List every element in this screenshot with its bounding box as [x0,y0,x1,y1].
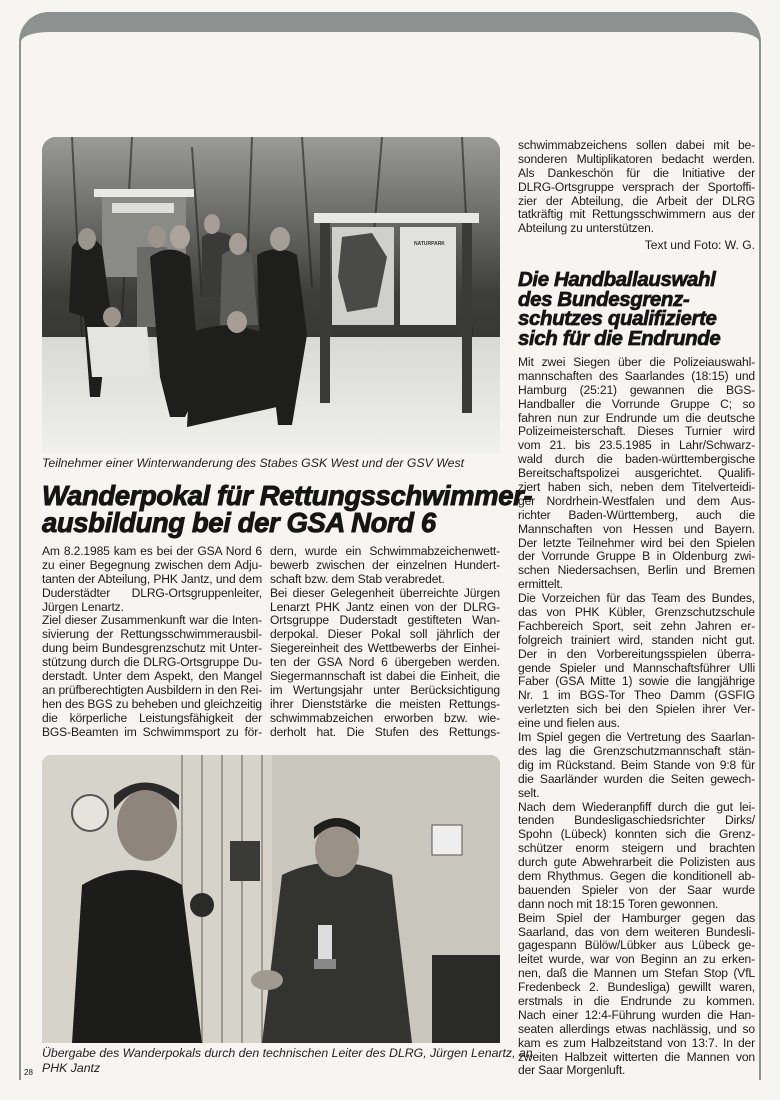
page-number: 28 [24,1068,33,1077]
text-line: die körperliche Leistungsfähigkeit der [42,710,262,725]
text-line: Die Vorzeichen für das Team des Bundes, [518,591,755,606]
text-line: schen Niedersachsen, Berlin und Bremen [518,563,755,578]
article1-headline [42,482,532,536]
text-line: Ziel dieser Zusammenkunft war die Inten- [42,613,262,628]
text-line: vom 21. bis 23.5.1985 in Lahr/Schwarz- [518,438,755,453]
text-line: Nach einer 12:4-Führung wurden die Han- [518,1007,755,1022]
text-line: schwimmabzeichen erworben bzw. wie- [270,710,500,725]
photo2-caption-line: Übergabe des Wanderpokals durch den technischen Leiter des DLRG, Jürgen Lenartz, an [42,1046,533,1060]
headline-line: Wanderpokal für Rettungsschwimmer- [42,480,533,511]
text-line: Hamburg (25:21) gewannen die BGS- [518,382,755,397]
text-line: zier der Abteilung, die Arbeit der DLRG [518,193,755,208]
text-line: zu einer Begegnung zwischen dem Adju- [42,557,262,572]
text-line: stützung durch die DLRG-Ortsgruppe Du- [42,655,262,670]
text-line: Saarland, das von dem weiteren Bundesli- [518,924,755,939]
text-line: Bei dieser Gelegenheit überreichte Jürgen [270,585,500,600]
text-line: ger Nordrhein-Westfalen und dem Aus- [518,493,755,508]
text-line: hen des BGS zu beheben und gleichzeitig [42,696,262,711]
text-line: selt. [518,785,540,800]
winter-hike-photo [42,137,500,453]
photo2-caption [42,1046,533,1076]
text-line: Im Spiel gegen die Vertretung des Saarlan- [518,730,755,745]
text-line: an prüfberechtigten Ausbildern in den Rei- [42,682,262,697]
naturpark-sign-text: NATURPARK [414,241,445,247]
text-line: seaten allerdings etwas nachlässig, und so [518,1021,755,1036]
text-line: Ortsgruppe Duderstadt gestifteten Wan- [270,613,500,628]
text-line: Abteilung zu unterstützen. [518,221,654,236]
text-line: erstmals in die Endrunde zu kommen. [518,993,755,1008]
photo2-caption-line: PHK Jantz [42,1061,101,1075]
text-line: wald durch die baden-württembergische [518,452,755,467]
text-line: ermittelt. [518,577,563,592]
text-line: Der in den Vorbereitungsspielen überra- [518,646,755,661]
text-line: Fredenbeck 2. Bundesliga) gewillt waren, [518,980,755,995]
text-line: bauenden Spieler von der Saar wurde [518,882,755,897]
text-line: zweiten Halbzeit witterten die Mannen von [518,1049,755,1064]
headline-line: ausbildung bei der GSA Nord 6 [42,507,436,538]
article1-credit: Text und Foto: W. G. [644,238,755,252]
text-line: die Saarländer wurden die Seiten gewech- [518,771,755,786]
article1-continuation [518,139,755,236]
text-line: sonderen Multiplikatoren bedacht werden. [518,151,755,166]
text-line: schaft bzw. dem Stab verabredet. [270,571,445,586]
article2-body [518,356,755,1078]
text-line: Am 8.2.1985 kam es bei der GSA Nord 6 [42,544,262,558]
text-line: Nach dem Wiederanpfiff durch die gut lei- [518,799,755,814]
text-line: Mit zwei Siegen über die Polizeiauswahl- [518,355,755,369]
text-line: derpokal. Dieser Pokal soll jährlich der [270,627,500,642]
text-line: nen, daß die Mannen um Stefan Stop (VfL [518,966,755,981]
text-line: Nr. 1 im BGS-Tor Theo Damm (GSFIG [518,688,755,703]
headline-line: Die Handballauswahl [518,268,716,291]
text-line: DLRG-Ortsgruppe versprach der Sportoffi- [518,179,755,194]
text-line: Mannschaften von Hessen und Bayern. [518,521,755,536]
text-line: das von PHK Kübler, Grenzschutzschule [518,605,755,620]
trophy-handover-photo [42,755,500,1043]
text-line: Faber (GSA Mitte 1) sowie die langjährige [518,674,755,689]
text-line: dann noch mit 18:15 Toren gewonnen. [518,896,719,911]
text-line: Polizeimeisterschaft. Dieses Turnier wird [518,424,755,439]
text-line: leitet wurde, war von Beginn an zu erken- [518,952,755,967]
text-line: gende Spieler und Mannschaftsführer Ulli [518,660,755,675]
text-line: mannschaften des Saarlandes (18:15) und [518,368,755,383]
text-line: eine und fielen aus. [518,716,620,731]
text-line: BGS-Beamten im Schwimmsport zu för- [42,724,262,739]
article1-column-right [270,545,500,739]
photo1-caption: Teilnehmer einer Winterwanderung des Stabes GSK West und der GSV West [42,456,465,470]
text-line: Siegereinheit des Wettbewerbs der Einhei- [270,641,500,656]
text-line: Jürgen Lenartz. [42,599,124,614]
text-line: folgreich trainiert wird, standen nicht gut. [518,632,755,647]
text-line: schützer enorm steigern und brachten [518,841,755,856]
text-line: ten der GSA Nord 6 übergeben werden. [270,655,500,670]
text-line: schwimmabzeichens sollen dabei mit be- [518,138,755,152]
headline-line: sich für die Endrunde [518,326,721,350]
text-line: des lag die Grenzschutzmannschaft stän- [518,743,755,758]
text-line: tenden Bundesligaschiedsrichter Dirks/ [518,813,755,828]
text-line: Als Dankeschön für die Initiative der [518,165,755,180]
text-line: sivierung der Rettungsschwimmerausbil- [42,627,262,642]
text-line: derholt hat. Die Stufen des Rettungs- [270,724,500,739]
text-line: tanten der Abteilung, PHK Jantz, und dem [42,571,262,586]
text-line: ihrer Dienststärke die meisten Rettungs- [270,696,500,711]
article1-column-left [42,545,262,739]
text-line: bewerb zwischen der einzelnen Hundert- [270,557,500,572]
text-line: dern, wurde ein Schwimmabzeichenwett- [270,544,500,558]
text-line: Handballer die Vorrunde Gruppe C; so [518,396,755,411]
text-line: im Wertungsjahr unter Berücksichtigung [270,682,500,697]
text-line: der Vorrunde Gruppe B in Oldenburg zwi- [518,549,755,564]
text-line: Der letzte Teilnehmer wird bei den Spielen [518,535,755,550]
text-line: Bereitschaftspolizei ausgerichtet. Qualifi- [518,466,755,481]
text-line: verletzten sich bei den Spielen ihrer Ver- [518,702,755,717]
article2-headline [518,270,720,348]
text-line: derstadt. Unter dem Aspekt, den Mangel [42,669,262,684]
text-line: kam es zum Halbzeitstand von 13:7. In der [518,1035,755,1050]
text-line: Fachbereich Sport, seit zehn Jahren er- [518,618,755,633]
text-line: gagespann Bülöw/Lübker aus Lübeck ge- [518,938,755,953]
text-line: Siegermannschaft ist dabei die Einheit, die [270,669,500,684]
text-line: der Saar Morgenluft. [518,1063,626,1078]
text-line: dem Rhythmus. Gegen die konditionell ab- [518,868,755,883]
text-line: dig im Rückstand. Beim Stande von 9:8 für [518,757,755,772]
text-line: Duderstädter DLRG-Ortsgruppenleiter, [42,585,262,600]
headline-line: schutzes qualifizierte [518,307,717,330]
headline-line: des Bundesgrenz- [518,287,690,311]
text-line: Beim Spiel der Hamburger gegen das [518,910,755,925]
text-line: fahren nun zur Endrunde um die deutsche [518,410,755,425]
text-line: tatkräftig mit Rettungsschwimmern aus der [518,207,755,222]
text-line: durch gute Abwehrarbeit die Polizisten aus [518,855,755,870]
text-line: ziert haben sich, neben dem Titelverteidi- [518,480,755,495]
text-line: dung beim Bundesgrenzschutz mit Unter- [42,641,262,656]
text-line: Lenarzt PHK Jantz einen von der DLRG- [270,599,500,614]
text-line: richter Baden-Württemberg, auch die [518,507,755,522]
text-line: Spohn (Lübeck) konnten sich die Grenz- [518,827,755,842]
